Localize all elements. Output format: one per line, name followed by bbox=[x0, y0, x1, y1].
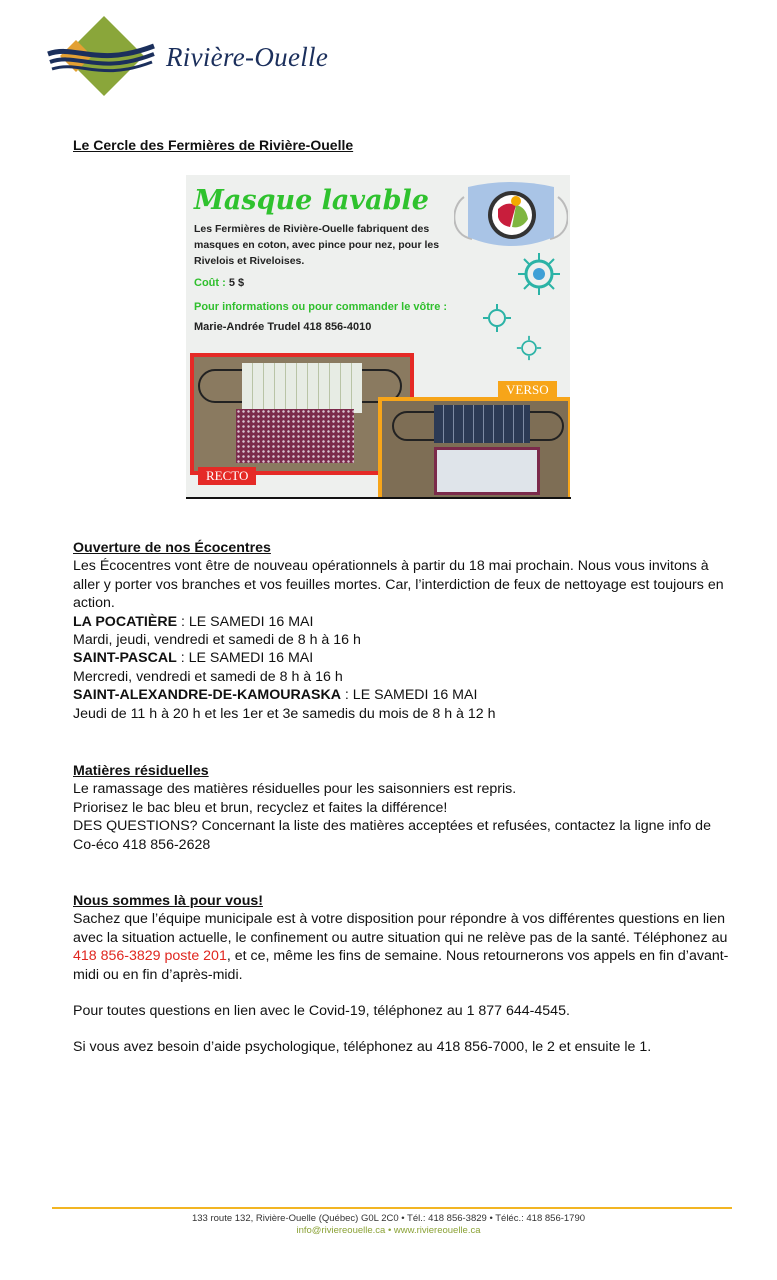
matieres-line: Le ramassage des matières résiduelles pour les saisonniers est repris. bbox=[73, 781, 517, 798]
ecocentres-section bbox=[73, 539, 733, 723]
support-section bbox=[73, 892, 733, 1057]
location-name: SAINT-ALEXANDRE-DE-KAMOURASKA bbox=[73, 687, 341, 704]
covid-paragraph: Pour toutes questions en lien avec le Covid-19, téléphonez au 1 877 644-4545. bbox=[73, 1003, 570, 1020]
cost-label: Coût : bbox=[194, 277, 229, 289]
matieres-heading: Matières résiduelles bbox=[73, 763, 209, 779]
divider bbox=[186, 497, 571, 499]
location-line bbox=[73, 686, 733, 704]
footer-divider bbox=[52, 1207, 732, 1209]
virus-icon bbox=[482, 303, 512, 333]
flyer-contact: Marie-Andrée Trudel 418 856-4010 bbox=[194, 321, 372, 333]
verso-label: VERSO bbox=[498, 381, 557, 399]
flyer-cost bbox=[194, 277, 244, 289]
ecocentres-intro: Les Écocentres vont être de nouveau opérationnels à partir du 18 mai prochain. Nous vous invitons à aller y porter vos branches et vos feuilles mortes. Car, l’interdiction de feux de nettoyage est toujours en action. bbox=[73, 558, 724, 612]
logo-text: Rivière-Ouelle bbox=[166, 42, 329, 72]
support-text: , et ce, même les fins de semaine. Nous retournerons vos appels en fin d’avant-midi ou en fin d’après-midi. bbox=[73, 948, 729, 983]
flyer-description: Les Fermières de Rivière-Ouelle fabriquent des masques en coton, avec pince pour nez, pour les Rivelois et Riveloises. bbox=[194, 223, 440, 267]
location-hours: Mercredi, vendredi et samedi de 8 h à 16 h bbox=[73, 668, 343, 685]
location-line bbox=[73, 649, 733, 667]
location-date: : LE SAMEDI 16 MAI bbox=[340, 687, 478, 704]
support-heading: Nous sommes là pour vous! bbox=[73, 893, 263, 909]
psych-paragraph: Si vous avez besoin d’aide psychologique, téléphonez au 418 856-7000, le 2 et ensuite le 1. bbox=[73, 1039, 652, 1056]
ecocentres-heading: Ouverture de nos Écocentres bbox=[73, 540, 271, 556]
location-date: : LE SAMEDI 16 MAI bbox=[176, 650, 314, 667]
logo-emblem-icon bbox=[46, 14, 156, 104]
matieres-section bbox=[73, 762, 733, 854]
face-mask-icon bbox=[454, 177, 568, 257]
location-date: : LE SAMEDI 16 MAI bbox=[177, 613, 314, 630]
matieres-line: DES QUESTIONS? Concernant la liste des matières acceptées et refusées, contactez la ligne info de Co-éco 418 856-2628 bbox=[73, 818, 711, 853]
location-hours: Jeudi de 11 h à 20 h et les 1er et 3e samedis du mois de 8 h à 12 h bbox=[73, 705, 496, 722]
document-title: Le Cercle des Fermières de Rivière-Ouelle bbox=[73, 137, 354, 153]
footer-address: 133 route 132, Rivière-Ouelle (Québec) G0L 2C0 • Tél.: 418 856-3829 • Téléc.: 418 856-1790 bbox=[191, 1213, 586, 1224]
cost-value: 5 $ bbox=[228, 277, 245, 289]
footer-web-links[interactable]: info@riviereouelle.ca • www.riviereouelle.ca bbox=[296, 1225, 481, 1236]
recto-label: RECTO bbox=[198, 467, 256, 485]
support-paragraph bbox=[73, 910, 733, 984]
flyer-info-label: Pour informations ou pour commander le vôtre : bbox=[194, 301, 448, 313]
support-text: Sachez que l’équipe municipale est à votre disposition pour répondre à vos différentes questions en lien avec la situation actuelle, le confinement ou autre situation qui ne relève pas de la santé. Téléphonez au bbox=[73, 911, 728, 946]
flyer-title: Masque lavable bbox=[194, 185, 429, 216]
mask-flyer-image bbox=[186, 175, 570, 497]
location-line bbox=[73, 613, 733, 631]
municipal-phone-link[interactable]: 418 856-3829 poste 201 bbox=[73, 948, 227, 965]
location-name: SAINT-PASCAL bbox=[73, 650, 177, 667]
virus-icon bbox=[516, 251, 562, 297]
matieres-line: Priorisez le bac bleu et brun, recyclez et faites la différence! bbox=[73, 799, 448, 816]
municipality-logo bbox=[46, 14, 346, 104]
location-hours: Mardi, jeudi, vendredi et samedi de 8 h à 16 h bbox=[73, 632, 361, 649]
virus-icon bbox=[516, 335, 542, 361]
verso-photo bbox=[378, 397, 570, 497]
location-name: LA POCATIÈRE bbox=[73, 613, 178, 630]
